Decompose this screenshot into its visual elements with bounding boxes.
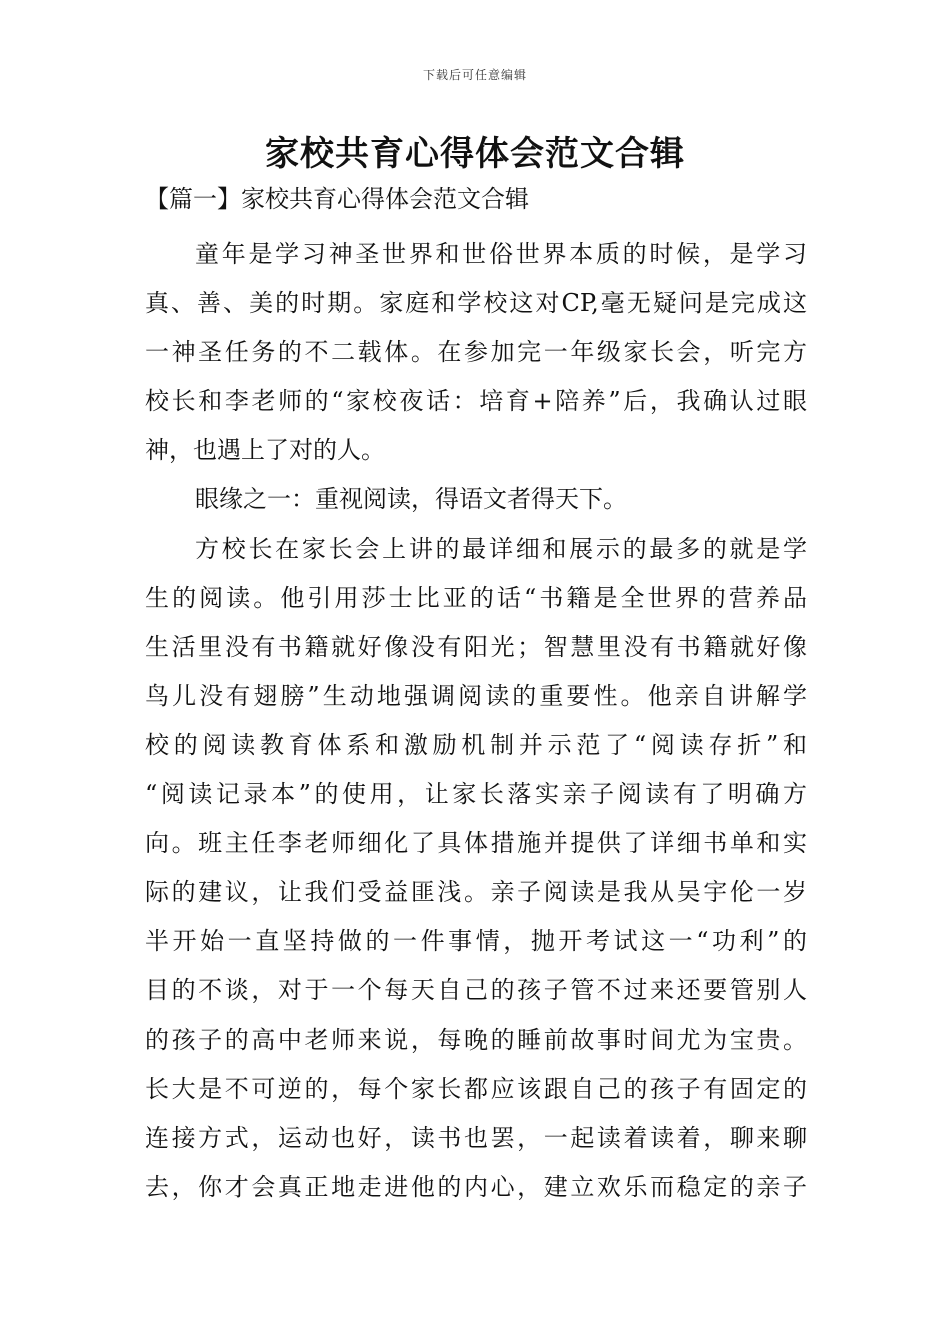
text-line: 方校长在家长会上讲的最详细和展示的最多的就是学 [195,534,807,563]
text-line: 校长和李老师的“家校夜话：培育+陪养”后，我确认过眼 [145,387,807,416]
text-line: 长大是不可逆的，每个家长都应该跟自己的孩子有固定的 [145,1074,807,1103]
body-text [145,230,807,1212]
document-title: 家校共育心得体会范文合辑 [265,134,685,174]
text-line: 际的建议，让我们受益匪浅。亲子阅读是我从吴宇伦一岁 [145,878,807,907]
text-line: 真、善、美的时期。家庭和学校这对CP,毫无疑问是完成这 [145,289,807,318]
text-line: 连接方式，运动也好，读书也罢，一起读着读着，聊来聊 [145,1123,807,1152]
text-line: 童年是学习神圣世界和世俗世界本质的时候，是学习 [195,240,807,268]
header-note: 下载后可任意编辑 [422,68,527,82]
text-line: 校的阅读教育体系和激励机制并示范了“阅读存折”和 [145,730,807,759]
text-line: 去，你才会真正地走进他的内心，建立欢乐而稳定的亲子 [145,1172,807,1201]
text-line: 神，也遇上了对的人。 [145,436,385,465]
text-line: 生活里没有书籍就好像没有阳光；智慧里没有书籍就好像 [145,632,807,661]
text-line: “阅读记录本”的使用，让家长落实亲子阅读有了明确方 [145,780,807,809]
text-line: 的孩子的高中老师来说，每晚的睡前故事时间尤为宝贵。 [145,1025,807,1054]
text-line: 鸟儿没有翅膀”生动地强调阅读的重要性。他亲自讲解学 [145,681,807,710]
text-line: 生的阅读。他引用莎士比亚的话“书籍是全世界的营养品 [145,583,807,612]
text-line: 向。班主任李老师细化了具体措施并提供了详细书单和实 [145,829,807,858]
text-line: 眼缘之一：重视阅读，得语文者得天下。 [195,485,627,514]
text-line: 一神圣任务的不二载体。在参加完一年级家长会，听完方 [145,338,807,367]
text-line: 半开始一直坚持做的一件事情，抛开考试这一“功利”的 [145,927,807,956]
text-line: 目的不谈，对于一个每天自己的孩子管不过来还要管别人 [145,976,807,1005]
section-heading: 【篇一】家校共育心得体会范文合辑 [145,185,529,213]
